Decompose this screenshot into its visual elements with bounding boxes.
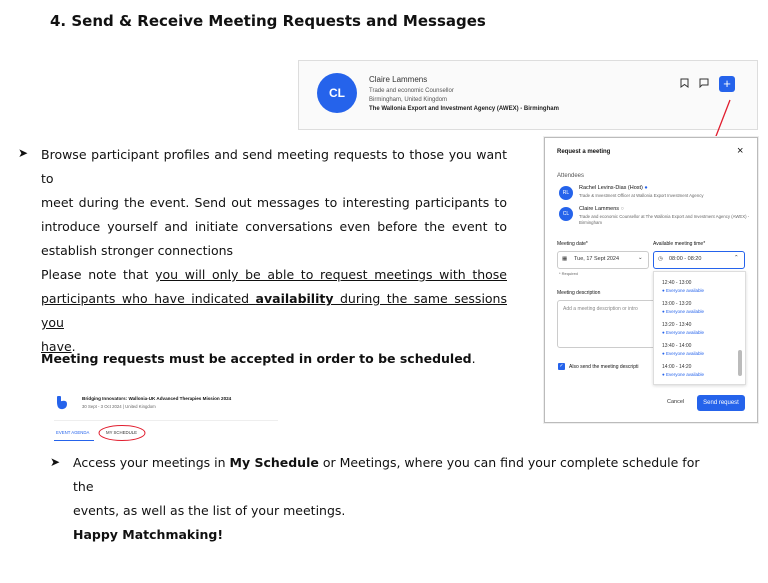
closing-text: Happy Matchmaking! [73, 527, 224, 542]
clock-icon: ◷ [658, 256, 663, 262]
paragraph-note: Please note that you will only be able to request meetings with those participants who have indicated availability during the same sessions you have. [41, 267, 507, 354]
also-send-label: Also send the meeting descripti [569, 364, 639, 370]
calendar-icon: ▦ [562, 256, 568, 262]
time-slot-option[interactable]: 13:40 - 14:00 ● Everyone available [662, 343, 704, 356]
profile-name: Claire Lammens [369, 75, 428, 84]
profile-role: Trade and economic Counsellor [369, 88, 454, 94]
event-logo-icon [56, 396, 68, 410]
date-label: Meeting date* [557, 241, 588, 247]
description-label: Meeting description [557, 290, 601, 296]
divider [54, 420, 278, 421]
description-input[interactable]: Add a meeting description or intro [557, 300, 659, 348]
time-slot-option[interactable]: 12:40 - 13:00 ● Everyone available [662, 280, 704, 293]
event-title: Bridging Innovators: Wallonia-UK Advanced Therapies Mission 2024 [82, 396, 232, 401]
chevron-down-icon: ⌄ [638, 255, 643, 261]
time-select[interactable]: ◷ 08:00 - 08:20 ⌃ [653, 251, 745, 269]
bullet-icon: ➤ [50, 455, 61, 469]
time-slot-option[interactable]: 13:20 - 13:40 ● Everyone available [662, 322, 704, 335]
required-note: * Required [559, 271, 578, 276]
attendee-avatar: CL [559, 207, 573, 221]
send-request-button[interactable]: Send request [697, 395, 745, 411]
close-icon[interactable]: × [737, 145, 744, 157]
message-icon[interactable] [697, 78, 711, 92]
event-dates: 30 Sept - 3 Oct 2024 | United Kingdom [82, 404, 156, 409]
tab-underline [54, 440, 94, 441]
time-slot-option[interactable]: 13:00 - 13:20 ● Everyone available [662, 301, 704, 314]
attendee-avatar: RL [559, 186, 573, 200]
bookmark-icon[interactable] [677, 78, 691, 92]
time-slot-option[interactable]: 14:00 - 14:20 ● Everyone available [662, 364, 704, 377]
request-meeting-modal [544, 137, 758, 423]
attendee-name: Rachel Levins-Dias (Host) ● [579, 185, 648, 191]
also-send-checkbox[interactable]: ✓ [559, 363, 564, 369]
chevron-up-icon: ⌃ [734, 255, 739, 261]
attendee-role: Trade & Investment Officer at Wallonia Export Investment Agency [579, 193, 704, 198]
section-heading: 4. Send & Receive Meeting Requests and Messages [50, 12, 486, 30]
profile-card [298, 60, 758, 130]
profile-org: The Wallonia Export and Investment Agency (AWEX) - Birmingham [369, 106, 559, 112]
attendee-name: Claire Lammens ○ [579, 206, 624, 212]
attendee-role: Trade and economic Counsellor at The Wallonia Export and Investment Agency (AWEX) - Birmingham [579, 214, 750, 225]
profile-location: Birmingham, United Kingdom [369, 97, 448, 103]
paragraph-browse: Browse participant profiles and send meeting requests to those you want to meet during the event. Send out messages to interesting participants to introduce yourself and initiate conversations even before the event to establish stronger connections [41, 147, 507, 258]
schedule-strip [54, 388, 278, 446]
tab-my-schedule[interactable]: MY SCHEDULE [106, 430, 137, 435]
attendees-label: Attendees [557, 173, 585, 179]
tab-event-agenda[interactable]: EVENT AGENDA [56, 430, 90, 435]
dropdown-scrollbar[interactable] [738, 350, 742, 376]
red-circle-annotation [98, 424, 148, 442]
bullet-icon: ➤ [18, 146, 29, 160]
paragraph-accept: Meeting requests must be accepted in order to be scheduled. [41, 351, 476, 366]
avatar: CL [317, 73, 357, 113]
time-slot-dropdown[interactable] [653, 271, 746, 385]
date-select[interactable]: ▦ Tue, 17 Sept 2024 ⌄ [557, 251, 649, 269]
time-label: Available meeting time* [653, 241, 706, 247]
modal-title: Request a meeting [557, 149, 611, 155]
paragraph-access: Access your meetings in My Schedule or Meetings, where you can find your complete schedule for the events, as well as the list of your meetings. [73, 455, 700, 518]
add-icon[interactable]: + [719, 76, 735, 92]
cancel-button[interactable]: Cancel [667, 399, 685, 405]
